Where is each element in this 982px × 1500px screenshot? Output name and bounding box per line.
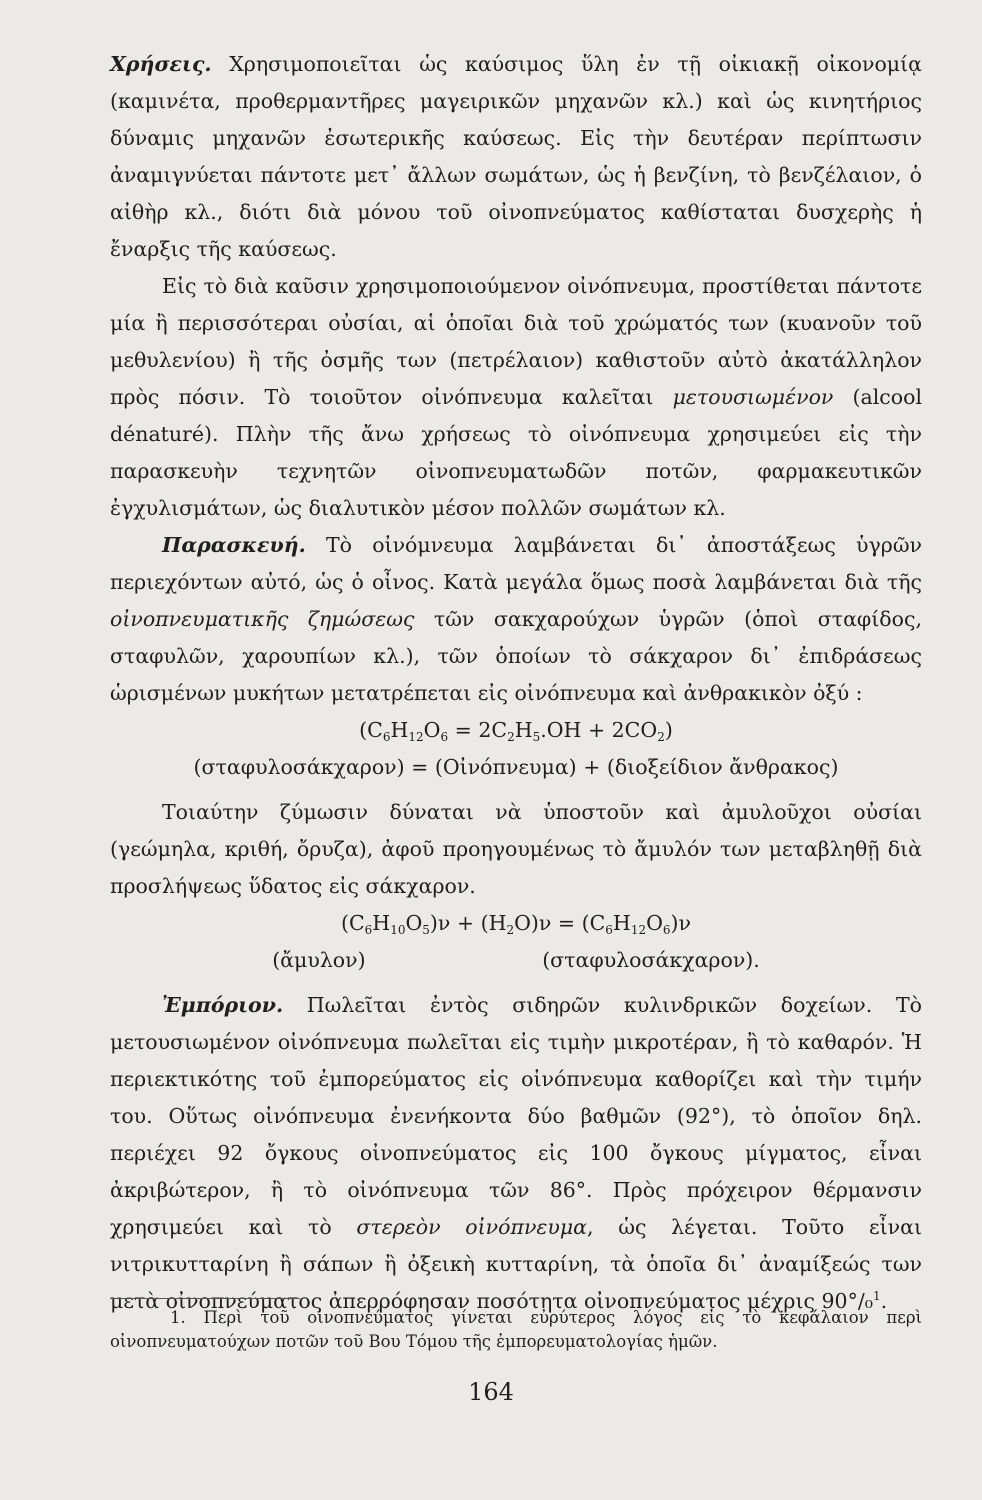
preparation-text-after: τῶν σακχαρούχων ὑγρῶν (ὁποὶ σταφίδος, σταφυλῶν, χαρουπίων κλ.), τῶν ὁποίων τὸ σάκχαρον δι᾽ ἐπιδράσεως ὡρισμένων μυκήτων μετατρέπεται εἰς οἰνόπνευμα καὶ ἀνθρακικὸν ὀξύ : [110,607,922,705]
paragraph-commerce [110,987,922,1320]
paragraph-uses [110,46,922,268]
heading-commerce: Ἐμπόριον. [162,993,284,1017]
footnote [110,1306,922,1354]
footnote-text: 1. Περὶ τοῦ οἰνοπνεύματος γίνεται εὐρύτερος λόγος εἰς τὸ κεφάλαιον περὶ οἰνοπνευματούχων ποτῶν τοῦ Βου Τόμου τῆς ἐμπορευματολογίας ἡμῶν. [110,1308,922,1351]
commerce-text-after: , ὡς λέγεται. Τοῦτο εἶναι νιτρικυτταρίνη ἢ σάπων ἢ ὀξεικὴ κυτταρίνη, τὰ ὁποῖα δι᾽ ἀναμίξεώς των μετὰ οἰνοπνεύματος ἀπερρόφησαν ποσότητα οἰνοπνεύματος μέχρις 90°/₀ [110,1215,922,1313]
equation-hydrolysis-names [110,942,922,979]
main-text [110,46,922,1320]
paragraph-preparation [110,527,922,712]
preparation-term: οἰνοπνευματικῆς ζημώσεως [110,607,415,631]
commerce-term: στερεὸν οἰνόπνευμα [356,1215,588,1239]
label-starch: (ἄμυλον) [272,948,366,972]
equation-hydrolysis-formula: $(C_6H_{10}O_5)\nu + (H_2O)\nu = (C_6H_{12}O_6)\nu$ [340,911,692,937]
heading-preparation: Παρασκευή. [162,533,306,557]
label-glucose: (σταφυλοσάκχαρον). [542,948,760,972]
denatured-text-after: (alcool dénaturé). Πλὴν τῆς ἄνω χρήσεως τὸ οἰνόπνευμα χρησιμεύει εἰς τὴν παρασκευὴν τεχνητῶν οἰνοπνευματωδῶν ποτῶν, φαρμακευτικῶν ἐγχυλισμάτων, ὡς διαλυτικὸν μέσον πολλῶν σωμάτων κλ. [110,385,923,520]
preparation-text-before: Τὸ οἰνόμνευμα λαμβάνεται δι᾽ ἀποστάξεως ὑγρῶν περιεχόντων αὐτό, ὡς ὁ οἶνος. Κατὰ μεγάλα ὅμως ποσὰ λαμβάνεται διὰ τῆς [110,533,922,594]
denatured-term: μετουσιωμένον [672,385,834,409]
paragraph-starch: Τοιαύτην ζύμωσιν δύναται νὰ ὑποστοῦν καὶ ἀμυλοῦχοι οὐσίαι (γεώμηλα, κριθή, ὄρυζα), ἀφοῦ προηγουμένως τὸ ἄμυλόν των μεταβληθῇ διὰ προσλήψεως ὕδατος εἰς σάκχαρον. [110,800,922,898]
denatured-text-before: Εἰς τὸ διὰ καῦσιν χρησιμοποιούμενον οἰνόπνευμα, προστίθεται πάντοτε μία ἢ περισσότεραι οὐσίαι, αἱ ὁποῖαι διὰ τοῦ χρώματός των (κυανοῦν τοῦ μεθυλενίου) ἢ τῆς ὀσμῆς των (πετρέλαιον) καθιστοῦν αὐτὸ ἀκατάλληλον πρὸς πόσιν. Τὸ τοιοῦτον οἰνόπνευμα καλεῖται [110,274,922,409]
heading-uses: Χρήσεις. [110,52,212,76]
equation-fermentation-formula: $(C_6H_{12}O_6 = 2C_2H_5.OH + 2CO_2)$ [359,718,673,744]
page-number: 164 [468,1378,514,1406]
footnote-mark: 1 [872,1289,881,1303]
uses-text: Χρησιμοποιεῖται ὡς καύσιμος ὕλη ἐν τῇ οἰκιακῇ οἰκονομίᾳ (καμινέτα, προθερμαντῆρες μαγειρικῶν μηχανῶν κλ.) καὶ ὡς κινητήριος δύναμις μηχανῶν ἐσωτερικῆς καύσεως. Εἰς τὴν δευτέραν περίπτωσιν ἀναμιγνύεται πάντοτε μετ᾽ ἄλλων σωμάτων, ὡς ἡ βενζίνη, τὸ βενζέλαιον, ὁ αἰθὴρ κλ., διότι διὰ μόνου τοῦ οἰνοπνεύματος καθίσταται δυσχερὴς ἡ ἔναρξις τῆς καύσεως. [110,52,922,261]
commerce-end: . [880,1289,888,1313]
footnote-divider [110,1298,300,1299]
commerce-text-before: Πωλεῖται ἐντὸς σιδηρῶν κυλινδρικῶν δοχείων. Τὸ μετουσιωμένον οἰνόπνευμα πωλεῖται εἰς τιμὴν μικροτέραν, ἢ τὸ καθαρόν. Ἡ περιεκτικότης τοῦ ἐμπορεύματος εἰς οἰνόπνευμα καθορίζει καὶ τὴν τιμήν του. Οὕτως οἰνόπνευμα ἐνενήκοντα δύο βαθμῶν (92°), τὸ ὁποῖον δηλ. περιέχει 92 ὄγκους οἰνοπνεύματος εἰς 100 ὄγκους μίγματος, εἶναι ἀκριβώτερον, ἢ τὸ οἰνόπνευμα τῶν 86°. Πρὸς πρόχειρον θέρμανσιν χρησιμεύει καὶ τὸ [110,993,922,1239]
paragraph-denatured [110,268,922,527]
equation-fermentation-names: (σταφυλοσάκχαρον) = (Οἰνόπνευμα) + (διοξείδιον ἄνθρακος) [193,755,839,779]
